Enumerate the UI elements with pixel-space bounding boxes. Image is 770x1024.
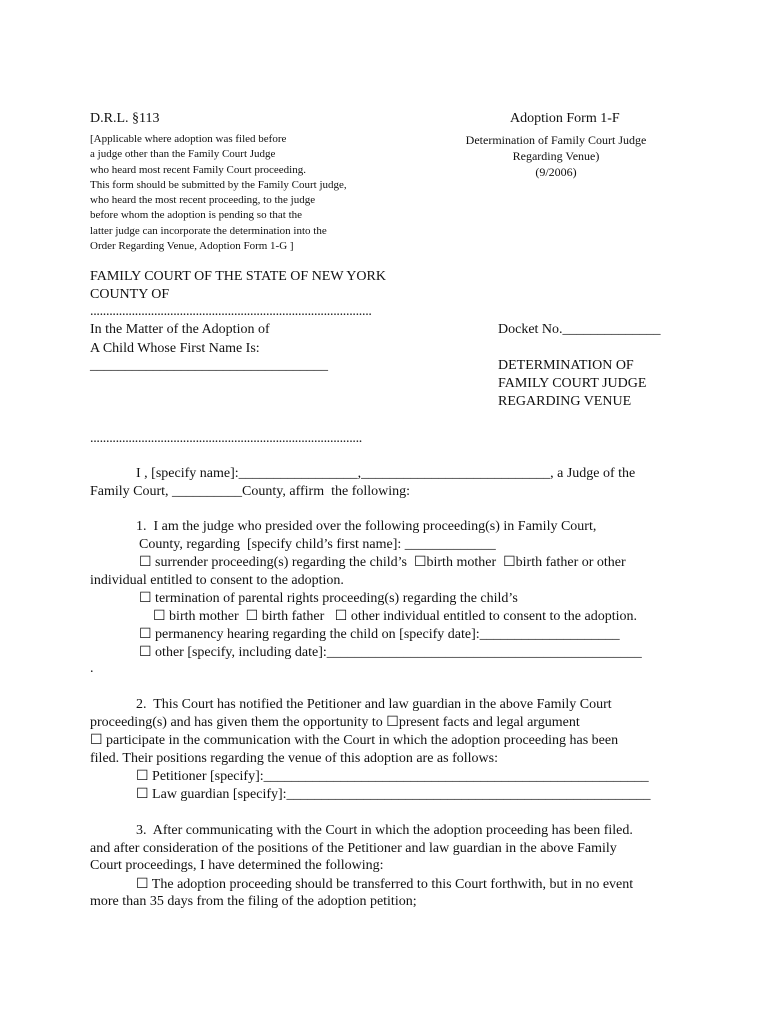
- child-name-blank: __________________________________: [90, 358, 328, 373]
- para3-line: more than 35 days from the filing of the adoption petition;: [90, 894, 417, 909]
- para3-line: Court proceedings, I have determined the following:: [90, 858, 384, 873]
- note-line: who heard most recent Family Court proceeding.: [90, 163, 306, 176]
- form-number: Adoption Form 1-F: [510, 111, 620, 126]
- para3-line: ☐ The adoption proceeding should be transferred to this Court forthwith, but in no event: [136, 877, 634, 892]
- note-line: Order Regarding Venue, Adoption Form 1-G ]: [90, 240, 294, 253]
- document-title-line: FAMILY COURT JUDGE: [498, 376, 647, 391]
- note-line: [Applicable where adoption was filed before: [90, 133, 287, 145]
- note-line: before whom the adoption is pending so that the: [90, 209, 303, 222]
- note-line: latter judge can incorporate the determination into the: [90, 224, 327, 237]
- docket-number: Docket No.______________: [498, 322, 661, 337]
- para2-line: filed. Their positions regarding the venue of this adoption are as follows:: [90, 751, 498, 766]
- form-title-block: [436, 132, 676, 180]
- para1-line: County, regarding [specify child’s first name]: _____________: [139, 537, 496, 552]
- para1-line: ☐ termination of parental rights proceeding(s) regarding the child’s: [139, 591, 518, 606]
- para1-line: individual entitled to consent to the adoption.: [90, 573, 344, 588]
- dotted-separator: .....................................................................................: [90, 431, 363, 446]
- form-title-line: Determination of Family Court Judge: [465, 133, 647, 147]
- document-title-line: DETERMINATION OF: [498, 358, 634, 373]
- note-line: a judge other than the Family Court Judge: [90, 148, 276, 161]
- para1-line: ☐ other [specify, including date]:_____________________________________________: [139, 645, 642, 660]
- applicability-note: [90, 132, 347, 254]
- document-title-line: REGARDING VENUE: [498, 394, 632, 409]
- para1-line: 1. I am the judge who presided over the following proceeding(s) in Family Court,: [136, 519, 597, 534]
- intro-line: I , [specify name]:_________________,___________________________, a Judge of the: [136, 466, 636, 481]
- para1-line: ☐ surrender proceeding(s) regarding the child’s ☐birth mother ☐birth father or other: [139, 555, 626, 570]
- county-line: COUNTY OF: [90, 287, 170, 302]
- dotted-separator: ........................................................................................: [90, 304, 372, 319]
- para1-line: ☐ permanency hearing regarding the child on [specify date]:____________________: [139, 627, 620, 642]
- intro-line: Family Court, __________County, affirm the following:: [90, 484, 411, 499]
- matter-line: In the Matter of the Adoption of: [90, 322, 270, 337]
- para1-line: ☐ birth mother ☐ birth father ☐ other individual entitled to consent to the adoption.: [153, 609, 637, 624]
- para3-line: 3. After communicating with the Court in which the adoption proceeding has been filed.: [136, 823, 633, 838]
- statute-reference: D.R.L. §113: [90, 111, 160, 126]
- court-name: FAMILY COURT OF THE STATE OF NEW YORK: [90, 269, 386, 284]
- para1-trailing-dot: .: [90, 661, 94, 676]
- form-title-line: (9/2006): [535, 165, 577, 179]
- form-title-line: Regarding Venue): [512, 149, 600, 163]
- matter-line: A Child Whose First Name Is:: [90, 341, 260, 356]
- para3-line: and after consideration of the positions of the Petitioner and law guardian in the above Family: [90, 841, 617, 856]
- note-line: This form should be submitted by the Family Court judge,: [90, 178, 347, 191]
- note-line: who heard the most recent proceeding, to the judge: [90, 194, 316, 207]
- para2-line: ☐ Petitioner [specify]:_______________________________________________________: [136, 769, 649, 784]
- para2-line: ☐ Law guardian [specify]:____________________________________________________: [136, 787, 651, 802]
- para2-line: 2. This Court has notified the Petitioner and law guardian in the above Family Court: [136, 697, 612, 712]
- para2-line: proceeding(s) and has given them the opportunity to ☐present facts and legal argument: [90, 715, 580, 730]
- para2-line: ☐ participate in the communication with the Court in which the adoption proceeding has been: [90, 733, 619, 748]
